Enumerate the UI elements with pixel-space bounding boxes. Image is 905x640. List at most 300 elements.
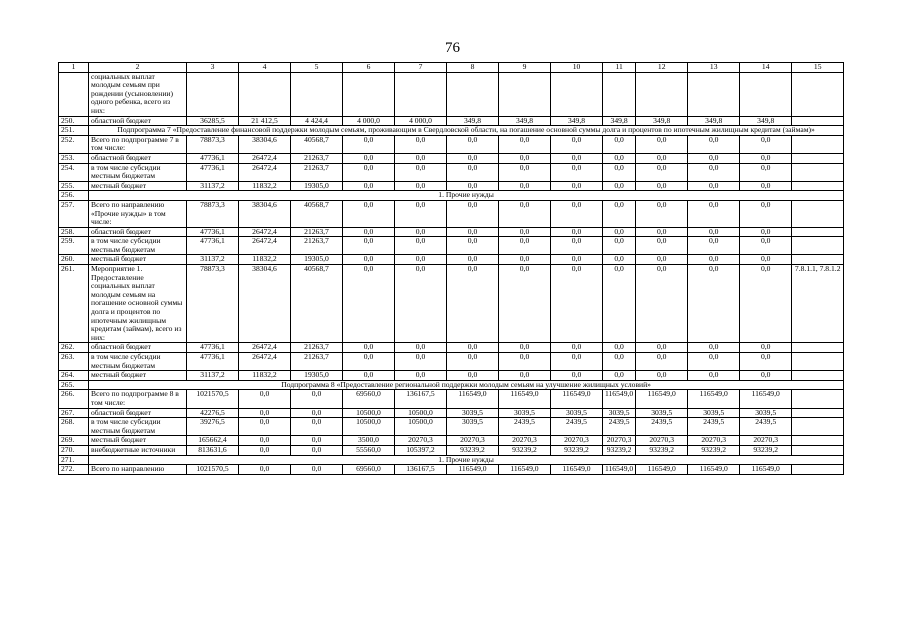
- table-row: [59, 237, 844, 255]
- value-cell: 0,0: [740, 237, 792, 255]
- value-cell: 0,0: [291, 436, 343, 446]
- value-cell: 4 424,4: [291, 116, 343, 126]
- value-cell: 0,0: [740, 265, 792, 343]
- row-name-cell: местный бюджет: [89, 181, 187, 191]
- reference-cell: [792, 436, 844, 446]
- value-cell: 0,0: [636, 353, 688, 371]
- section-title-cell: 1. Прочие нужды: [89, 455, 844, 465]
- row-number-cell: 271.: [59, 455, 89, 465]
- row-number-cell: 252.: [59, 135, 89, 153]
- reference-cell: [792, 153, 844, 163]
- value-cell: 0,0: [343, 343, 395, 353]
- reference-cell: [792, 390, 844, 408]
- value-cell: 0,0: [343, 135, 395, 153]
- value-cell: 0,0: [636, 265, 688, 343]
- value-cell: 0,0: [603, 200, 636, 227]
- value-cell: 0,0: [636, 227, 688, 237]
- value-cell: 2439,5: [499, 418, 551, 436]
- value-cell: 116549,0: [740, 465, 792, 475]
- reference-cell: [792, 163, 844, 181]
- value-cell: 0,0: [499, 371, 551, 381]
- value-cell: 0,0: [551, 265, 603, 343]
- value-cell: 0,0: [551, 227, 603, 237]
- value-cell: 26472,4: [239, 163, 291, 181]
- value-cell: 136167,5: [395, 465, 447, 475]
- value-cell: 0,0: [551, 343, 603, 353]
- table-row: [59, 126, 844, 136]
- value-cell: 0,0: [603, 255, 636, 265]
- row-number-cell: 258.: [59, 227, 89, 237]
- value-cell: 93239,2: [740, 445, 792, 455]
- row-number-cell: 253.: [59, 153, 89, 163]
- value-cell: 21263,7: [291, 163, 343, 181]
- value-cell: 20270,3: [688, 436, 740, 446]
- table-row: [59, 255, 844, 265]
- value-cell: 20270,3: [447, 436, 499, 446]
- value-cell: 0,0: [636, 343, 688, 353]
- value-cell: 20270,3: [740, 436, 792, 446]
- value-cell: [603, 72, 636, 116]
- value-cell: [343, 72, 395, 116]
- value-cell: 31137,2: [187, 371, 239, 381]
- value-cell: [499, 72, 551, 116]
- value-cell: 36285,5: [187, 116, 239, 126]
- row-number-cell: 267.: [59, 408, 89, 418]
- value-cell: [740, 72, 792, 116]
- value-cell: 0,0: [343, 200, 395, 227]
- value-cell: 3039,5: [499, 408, 551, 418]
- table-row: [59, 390, 844, 408]
- value-cell: 38304,6: [239, 265, 291, 343]
- value-cell: 105397,2: [395, 445, 447, 455]
- column-number-cell: 11: [603, 63, 636, 73]
- column-number-cell: 5: [291, 63, 343, 73]
- value-cell: [239, 72, 291, 116]
- column-number-cell: 13: [688, 63, 740, 73]
- table-row: [59, 135, 844, 153]
- reference-cell: 7.8.1.1, 7.8.1.2: [792, 265, 844, 343]
- value-cell: 0,0: [740, 163, 792, 181]
- table-row: [59, 408, 844, 418]
- value-cell: 0,0: [688, 227, 740, 237]
- value-cell: [551, 72, 603, 116]
- table-row: [59, 455, 844, 465]
- column-number-cell: 6: [343, 63, 395, 73]
- value-cell: 21263,7: [291, 343, 343, 353]
- value-cell: 47736,1: [187, 353, 239, 371]
- row-name-cell: в том числе субсидии местным бюджетам: [89, 353, 187, 371]
- row-name-cell: Всего по направлению «Прочие нужды» в том числе:: [89, 200, 187, 227]
- value-cell: 0,0: [395, 343, 447, 353]
- table-row: [59, 380, 844, 390]
- value-cell: 0,0: [551, 153, 603, 163]
- value-cell: 47736,1: [187, 227, 239, 237]
- table-row: [59, 72, 844, 116]
- value-cell: 47736,1: [187, 153, 239, 163]
- value-cell: 20270,3: [551, 436, 603, 446]
- value-cell: 2439,5: [551, 418, 603, 436]
- value-cell: 116549,0: [499, 390, 551, 408]
- value-cell: 0,0: [447, 265, 499, 343]
- value-cell: 0,0: [636, 237, 688, 255]
- value-cell: 93239,2: [499, 445, 551, 455]
- value-cell: 78873,3: [187, 265, 239, 343]
- value-cell: 3039,5: [551, 408, 603, 418]
- budget-table: [58, 62, 844, 475]
- value-cell: 0,0: [551, 371, 603, 381]
- table-row: [59, 181, 844, 191]
- column-number-cell: 7: [395, 63, 447, 73]
- row-name-cell: внебюджетные источники: [89, 445, 187, 455]
- value-cell: 26472,4: [239, 153, 291, 163]
- row-name-cell: в том числе субсидии местным бюджетам: [89, 163, 187, 181]
- reference-cell: [792, 353, 844, 371]
- reference-cell: [792, 371, 844, 381]
- value-cell: 0,0: [291, 390, 343, 408]
- row-number-cell: 257.: [59, 200, 89, 227]
- value-cell: 116549,0: [447, 390, 499, 408]
- value-cell: 116549,0: [636, 465, 688, 475]
- value-cell: 11832,2: [239, 255, 291, 265]
- value-cell: 10500,0: [395, 418, 447, 436]
- value-cell: 21263,7: [291, 227, 343, 237]
- value-cell: 0,0: [447, 237, 499, 255]
- reference-cell: [792, 343, 844, 353]
- value-cell: 0,0: [688, 181, 740, 191]
- value-cell: 11832,2: [239, 181, 291, 191]
- value-cell: 93239,2: [551, 445, 603, 455]
- value-cell: 0,0: [740, 255, 792, 265]
- value-cell: 0,0: [636, 163, 688, 181]
- value-cell: 0,0: [499, 227, 551, 237]
- row-number-cell: 256.: [59, 191, 89, 201]
- value-cell: 0,0: [603, 265, 636, 343]
- value-cell: 3039,5: [636, 408, 688, 418]
- value-cell: 0,0: [447, 353, 499, 371]
- row-name-cell: областной бюджет: [89, 343, 187, 353]
- value-cell: [395, 72, 447, 116]
- row-number-cell: 254.: [59, 163, 89, 181]
- value-cell: 0,0: [603, 181, 636, 191]
- table-row: [59, 200, 844, 227]
- value-cell: 0,0: [551, 181, 603, 191]
- value-cell: 0,0: [603, 353, 636, 371]
- column-number-cell: 9: [499, 63, 551, 73]
- value-cell: 0,0: [239, 465, 291, 475]
- value-cell: 0,0: [447, 255, 499, 265]
- value-cell: 0,0: [740, 371, 792, 381]
- value-cell: 3039,5: [740, 408, 792, 418]
- value-cell: 26472,4: [239, 353, 291, 371]
- value-cell: 349,8: [636, 116, 688, 126]
- value-cell: 1021570,5: [187, 390, 239, 408]
- value-cell: 47736,1: [187, 163, 239, 181]
- value-cell: 4 000,0: [395, 116, 447, 126]
- value-cell: 26472,4: [239, 227, 291, 237]
- value-cell: 0,0: [688, 163, 740, 181]
- value-cell: 10500,0: [395, 408, 447, 418]
- value-cell: 116549,0: [603, 465, 636, 475]
- value-cell: [447, 72, 499, 116]
- column-number-cell: 12: [636, 63, 688, 73]
- reference-cell: [792, 445, 844, 455]
- value-cell: 3039,5: [447, 408, 499, 418]
- value-cell: 38304,6: [239, 200, 291, 227]
- value-cell: 116549,0: [636, 390, 688, 408]
- row-name-cell: социальных выплат молодым семьям при рождении (усыновлении) одного ребенка, всего из них:: [89, 72, 187, 116]
- value-cell: 1021570,5: [187, 465, 239, 475]
- value-cell: 3039,5: [603, 408, 636, 418]
- row-name-cell: Всего по подпрограмме 8 в том числе:: [89, 390, 187, 408]
- row-number-cell: 270.: [59, 445, 89, 455]
- value-cell: 0,0: [499, 343, 551, 353]
- value-cell: 0,0: [447, 200, 499, 227]
- row-number-cell: 266.: [59, 390, 89, 408]
- value-cell: 0,0: [603, 237, 636, 255]
- value-cell: 31137,2: [187, 255, 239, 265]
- value-cell: 0,0: [395, 181, 447, 191]
- value-cell: 0,0: [688, 265, 740, 343]
- value-cell: 4 000,0: [343, 116, 395, 126]
- row-name-cell: в том числе субсидии местным бюджетам: [89, 418, 187, 436]
- value-cell: 0,0: [395, 227, 447, 237]
- value-cell: 0,0: [636, 255, 688, 265]
- value-cell: 0,0: [343, 371, 395, 381]
- value-cell: 0,0: [688, 153, 740, 163]
- value-cell: 349,8: [688, 116, 740, 126]
- row-number-cell: 263.: [59, 353, 89, 371]
- value-cell: 69560,0: [343, 465, 395, 475]
- value-cell: 0,0: [343, 353, 395, 371]
- row-number-cell: 268.: [59, 418, 89, 436]
- row-name-cell: областной бюджет: [89, 408, 187, 418]
- value-cell: 2439,5: [740, 418, 792, 436]
- value-cell: 0,0: [447, 153, 499, 163]
- value-cell: 93239,2: [688, 445, 740, 455]
- value-cell: 10500,0: [343, 408, 395, 418]
- value-cell: 0,0: [395, 153, 447, 163]
- value-cell: 116549,0: [447, 465, 499, 475]
- column-number-cell: 8: [447, 63, 499, 73]
- value-cell: 0,0: [740, 135, 792, 153]
- value-cell: 0,0: [499, 353, 551, 371]
- table-row: [59, 265, 844, 343]
- column-number-cell: 4: [239, 63, 291, 73]
- column-number-cell: 10: [551, 63, 603, 73]
- row-name-cell: Мероприятие 1. Предоставление социальных выплат молодым семьям на погашение основной суммы долга и процентов по ипотечным жилищным кредитам (займам), всего из них:: [89, 265, 187, 343]
- value-cell: 19305,0: [291, 181, 343, 191]
- value-cell: 116549,0: [740, 390, 792, 408]
- value-cell: 20270,3: [636, 436, 688, 446]
- column-number-row: [59, 63, 844, 73]
- table-row: [59, 418, 844, 436]
- value-cell: 0,0: [499, 181, 551, 191]
- value-cell: 0,0: [603, 135, 636, 153]
- value-cell: 0,0: [688, 371, 740, 381]
- row-number-cell: 259.: [59, 237, 89, 255]
- row-number-cell: 261.: [59, 265, 89, 343]
- reference-cell: [792, 135, 844, 153]
- value-cell: 3039,5: [688, 408, 740, 418]
- value-cell: 0,0: [603, 153, 636, 163]
- value-cell: 0,0: [740, 227, 792, 237]
- row-number-cell: 260.: [59, 255, 89, 265]
- row-name-cell: местный бюджет: [89, 255, 187, 265]
- value-cell: 20270,3: [395, 436, 447, 446]
- value-cell: 40568,7: [291, 265, 343, 343]
- value-cell: 0,0: [343, 153, 395, 163]
- value-cell: 3039,5: [447, 418, 499, 436]
- value-cell: 0,0: [688, 200, 740, 227]
- value-cell: 93239,2: [447, 445, 499, 455]
- value-cell: 0,0: [447, 135, 499, 153]
- value-cell: 20270,3: [499, 436, 551, 446]
- table-row: [59, 116, 844, 126]
- value-cell: 93239,2: [636, 445, 688, 455]
- value-cell: 0,0: [603, 163, 636, 181]
- value-cell: 0,0: [551, 237, 603, 255]
- table-row: [59, 445, 844, 455]
- value-cell: 0,0: [740, 181, 792, 191]
- value-cell: 0,0: [447, 371, 499, 381]
- value-cell: 0,0: [291, 408, 343, 418]
- table-row: [59, 153, 844, 163]
- reference-cell: [792, 227, 844, 237]
- table-row: [59, 353, 844, 371]
- value-cell: 55560,0: [343, 445, 395, 455]
- value-cell: 116549,0: [603, 390, 636, 408]
- row-name-cell: местный бюджет: [89, 436, 187, 446]
- value-cell: 0,0: [688, 255, 740, 265]
- value-cell: 0,0: [499, 265, 551, 343]
- column-number-cell: 1: [59, 63, 89, 73]
- value-cell: 0,0: [499, 200, 551, 227]
- table-row: [59, 191, 844, 201]
- row-number-cell: 262.: [59, 343, 89, 353]
- value-cell: 0,0: [740, 200, 792, 227]
- row-number-cell: 269.: [59, 436, 89, 446]
- row-number-cell: 251.: [59, 126, 89, 136]
- value-cell: 0,0: [447, 181, 499, 191]
- reference-cell: [792, 465, 844, 475]
- value-cell: 165662,4: [187, 436, 239, 446]
- value-cell: 21263,7: [291, 237, 343, 255]
- value-cell: 0,0: [239, 390, 291, 408]
- value-cell: 349,8: [740, 116, 792, 126]
- row-number-cell: 250.: [59, 116, 89, 126]
- value-cell: 0,0: [688, 353, 740, 371]
- value-cell: 349,8: [499, 116, 551, 126]
- value-cell: 0,0: [551, 353, 603, 371]
- value-cell: 813631,6: [187, 445, 239, 455]
- page-number: 76: [445, 40, 460, 56]
- value-cell: 0,0: [551, 163, 603, 181]
- table-row: [59, 371, 844, 381]
- row-name-cell: областной бюджет: [89, 153, 187, 163]
- value-cell: 0,0: [343, 237, 395, 255]
- row-name-cell: в том числе субсидии местным бюджетам: [89, 237, 187, 255]
- reference-cell: [792, 255, 844, 265]
- value-cell: 349,8: [447, 116, 499, 126]
- value-cell: 0,0: [636, 200, 688, 227]
- value-cell: 0,0: [740, 343, 792, 353]
- value-cell: 0,0: [343, 227, 395, 237]
- row-name-cell: местный бюджет: [89, 371, 187, 381]
- value-cell: 0,0: [636, 371, 688, 381]
- value-cell: 47736,1: [187, 237, 239, 255]
- value-cell: 0,0: [343, 181, 395, 191]
- reference-cell: [792, 181, 844, 191]
- value-cell: 26472,4: [239, 237, 291, 255]
- column-number-cell: 2: [89, 63, 187, 73]
- value-cell: 0,0: [291, 445, 343, 455]
- value-cell: 10500,0: [343, 418, 395, 436]
- value-cell: 2439,5: [636, 418, 688, 436]
- section-title-cell: Подпрограмма 8 «Предоставление региональной поддержки молодым семьям на улучшение жилищных условий»: [89, 380, 844, 390]
- value-cell: 0,0: [499, 153, 551, 163]
- value-cell: 78873,3: [187, 200, 239, 227]
- reference-cell: [792, 116, 844, 126]
- value-cell: 40568,7: [291, 135, 343, 153]
- row-name-cell: областной бюджет: [89, 116, 187, 126]
- value-cell: 0,0: [395, 163, 447, 181]
- value-cell: 0,0: [395, 371, 447, 381]
- reference-cell: [792, 418, 844, 436]
- value-cell: 47736,1: [187, 343, 239, 353]
- value-cell: 0,0: [447, 163, 499, 181]
- row-name-cell: Всего по подпрограмме 7 в том числе:: [89, 135, 187, 153]
- value-cell: 0,0: [688, 237, 740, 255]
- value-cell: 0,0: [499, 237, 551, 255]
- value-cell: 0,0: [343, 265, 395, 343]
- value-cell: 0,0: [603, 371, 636, 381]
- value-cell: 19305,0: [291, 371, 343, 381]
- value-cell: [187, 72, 239, 116]
- value-cell: 26472,4: [239, 343, 291, 353]
- table-row: [59, 436, 844, 446]
- value-cell: 0,0: [343, 255, 395, 265]
- value-cell: 0,0: [239, 445, 291, 455]
- value-cell: 116549,0: [551, 390, 603, 408]
- value-cell: 11832,2: [239, 371, 291, 381]
- value-cell: 116549,0: [688, 390, 740, 408]
- value-cell: 93239,2: [603, 445, 636, 455]
- value-cell: 0,0: [395, 255, 447, 265]
- row-number-cell: [59, 72, 89, 116]
- reference-cell: [792, 72, 844, 116]
- table-row: [59, 465, 844, 475]
- reference-cell: [792, 237, 844, 255]
- value-cell: 0,0: [395, 265, 447, 343]
- value-cell: 31137,2: [187, 181, 239, 191]
- value-cell: 2439,5: [603, 418, 636, 436]
- value-cell: 69560,0: [343, 390, 395, 408]
- column-number-cell: 3: [187, 63, 239, 73]
- value-cell: 0,0: [499, 135, 551, 153]
- value-cell: 40568,7: [291, 200, 343, 227]
- row-name-cell: областной бюджет: [89, 227, 187, 237]
- value-cell: 0,0: [343, 163, 395, 181]
- value-cell: 21263,7: [291, 353, 343, 371]
- value-cell: 0,0: [291, 465, 343, 475]
- value-cell: 116549,0: [551, 465, 603, 475]
- value-cell: 0,0: [551, 255, 603, 265]
- row-number-cell: 255.: [59, 181, 89, 191]
- value-cell: 38304,6: [239, 135, 291, 153]
- value-cell: 0,0: [551, 200, 603, 227]
- reference-cell: [792, 408, 844, 418]
- value-cell: 0,0: [239, 436, 291, 446]
